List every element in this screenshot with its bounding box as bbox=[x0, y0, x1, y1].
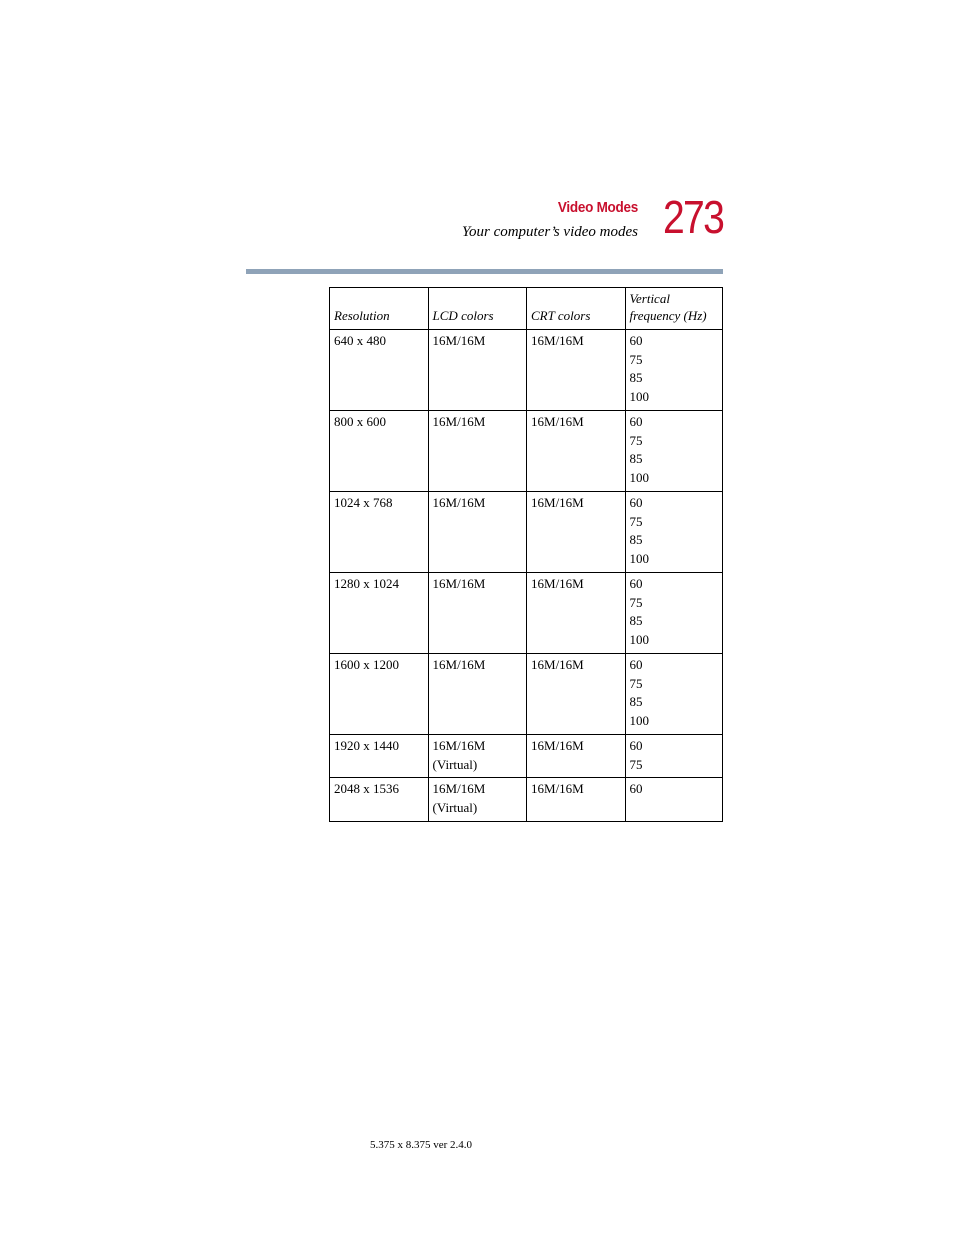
cell-crt-colors: 16M/16M bbox=[527, 573, 625, 654]
column-header-crt-colors: CRT colors bbox=[527, 288, 625, 330]
cell-crt-colors: 16M/16M bbox=[527, 778, 625, 821]
cell-crt-colors: 16M/16M bbox=[527, 654, 625, 735]
frequency-value: 75 bbox=[629, 432, 643, 448]
cell-lcd-colors bbox=[428, 778, 526, 821]
video-modes-table bbox=[329, 287, 723, 822]
frequency-value: 100 bbox=[629, 389, 649, 405]
table-row bbox=[330, 573, 723, 654]
cell-resolution: 1024 x 768 bbox=[330, 492, 429, 573]
lcd-colors-line: 16M/16M bbox=[432, 333, 486, 348]
lcd-colors-line: 16M/16M bbox=[432, 414, 486, 429]
table-body bbox=[330, 330, 723, 822]
cell-lcd-colors bbox=[428, 654, 526, 735]
lcd-colors-line: 16M/16M bbox=[432, 657, 486, 672]
column-header-vertical-frequency: Vertical frequency (Hz) bbox=[625, 288, 723, 330]
column-header-lcd-colors: LCD colors bbox=[428, 288, 526, 330]
cell-lcd-colors bbox=[428, 573, 526, 654]
cell-lcd-colors bbox=[428, 330, 526, 411]
cell-vertical-frequency bbox=[625, 654, 723, 735]
table-row bbox=[330, 411, 723, 492]
frequency-value: 85 bbox=[629, 532, 643, 548]
frequency-value: 75 bbox=[629, 756, 643, 772]
cell-resolution: 1600 x 1200 bbox=[330, 654, 429, 735]
frequency-value: 100 bbox=[629, 713, 649, 729]
cell-lcd-colors bbox=[428, 411, 526, 492]
frequency-value: 100 bbox=[629, 470, 649, 486]
cell-vertical-frequency bbox=[625, 330, 723, 411]
column-header-resolution: Resolution bbox=[330, 288, 429, 330]
lcd-colors-line: 16M/16M bbox=[432, 738, 486, 753]
frequency-value: 75 bbox=[629, 594, 643, 610]
frequency-value: 60 bbox=[629, 495, 643, 510]
table-header-row bbox=[330, 288, 723, 330]
lcd-colors-line: 16M/16M bbox=[432, 576, 486, 591]
frequency-value: 60 bbox=[629, 657, 643, 672]
cell-resolution: 1280 x 1024 bbox=[330, 573, 429, 654]
table-row bbox=[330, 778, 723, 821]
cell-resolution: 2048 x 1536 bbox=[330, 778, 429, 821]
cell-crt-colors: 16M/16M bbox=[527, 411, 625, 492]
frequency-value: 75 bbox=[629, 351, 643, 367]
header-rule bbox=[246, 269, 723, 274]
table-row bbox=[330, 735, 723, 778]
frequency-value: 75 bbox=[629, 675, 643, 691]
frequency-value: 60 bbox=[629, 576, 643, 591]
table-row bbox=[330, 654, 723, 735]
frequency-value: 85 bbox=[629, 613, 643, 629]
page-number: 273 bbox=[663, 191, 724, 243]
frequency-value: 85 bbox=[629, 694, 643, 710]
lcd-colors-line: 16M/16M bbox=[432, 781, 486, 797]
frequency-value: 60 bbox=[629, 738, 643, 753]
table-row bbox=[330, 330, 723, 411]
frequency-value: 85 bbox=[629, 451, 643, 467]
frequency-value: 100 bbox=[629, 551, 649, 567]
cell-resolution: 800 x 600 bbox=[330, 411, 429, 492]
frequency-value: 60 bbox=[629, 333, 643, 348]
lcd-colors-line: 16M/16M bbox=[432, 495, 486, 510]
cell-resolution: 1920 x 1440 bbox=[330, 735, 429, 778]
cell-crt-colors: 16M/16M bbox=[527, 492, 625, 573]
lcd-colors-line: (Virtual) bbox=[432, 756, 478, 772]
cell-vertical-frequency bbox=[625, 778, 723, 821]
frequency-value: 85 bbox=[629, 370, 643, 386]
cell-lcd-colors bbox=[428, 735, 526, 778]
cell-vertical-frequency bbox=[625, 573, 723, 654]
cell-crt-colors: 16M/16M bbox=[527, 330, 625, 411]
frequency-value: 60 bbox=[629, 414, 643, 429]
cell-vertical-frequency bbox=[625, 411, 723, 492]
lcd-colors-line: (Virtual) bbox=[432, 800, 478, 816]
cell-vertical-frequency bbox=[625, 735, 723, 778]
table-row bbox=[330, 492, 723, 573]
running-header bbox=[462, 198, 638, 242]
section-subtitle: Your computer’s video modes bbox=[462, 224, 638, 240]
footer-version: 5.375 x 8.375 ver 2.4.0 bbox=[370, 1139, 473, 1151]
frequency-value: 75 bbox=[629, 513, 643, 529]
section-title: Video Modes bbox=[557, 199, 638, 216]
frequency-value: 60 bbox=[629, 781, 643, 797]
cell-crt-colors: 16M/16M bbox=[527, 735, 625, 778]
cell-resolution: 640 x 480 bbox=[330, 330, 429, 411]
cell-vertical-frequency bbox=[625, 492, 723, 573]
frequency-value: 100 bbox=[629, 632, 649, 648]
cell-lcd-colors bbox=[428, 492, 526, 573]
